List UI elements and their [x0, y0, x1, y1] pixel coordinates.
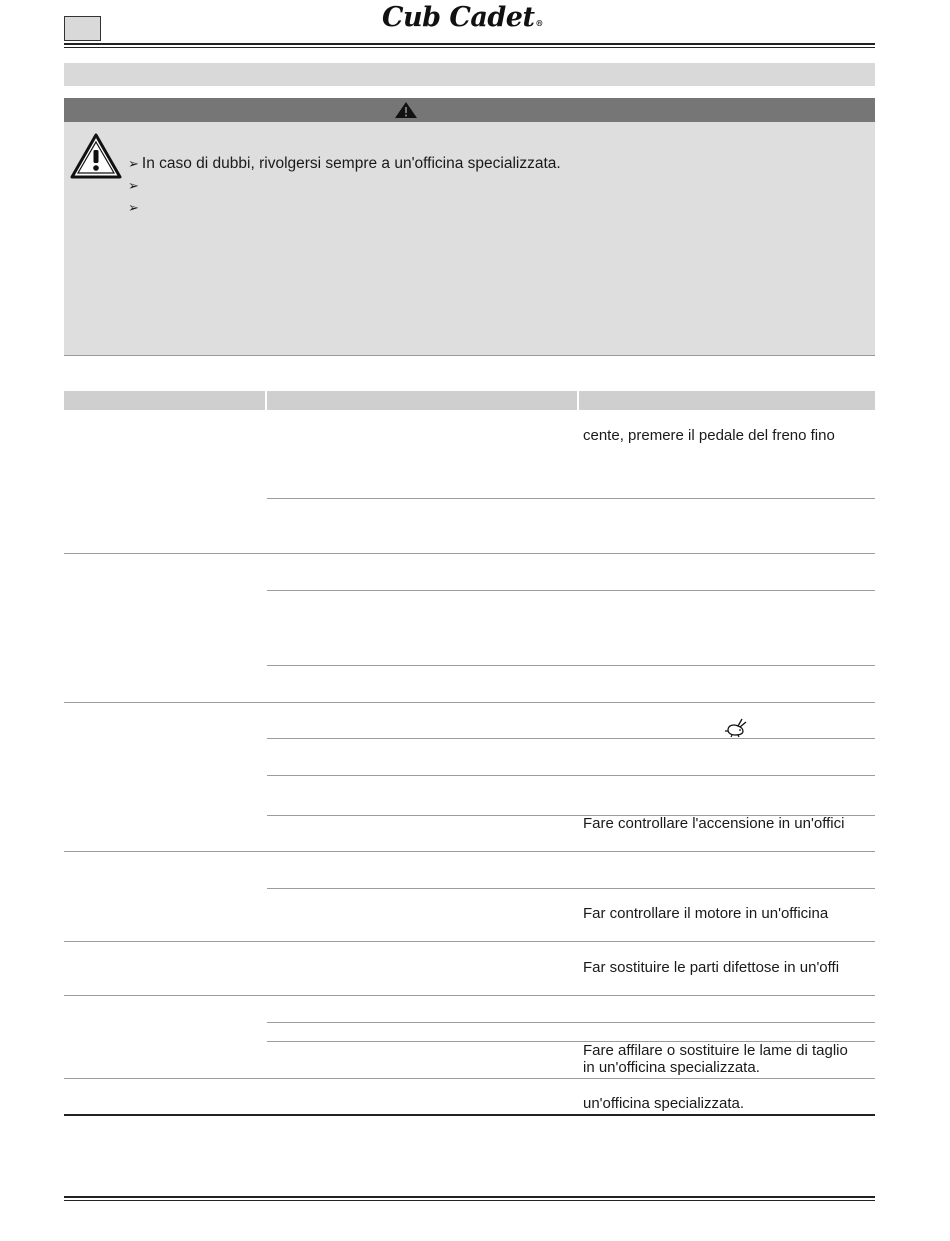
row-divider — [267, 665, 875, 666]
warning-item-text: In caso di dubbi, rivolgersi sempre a un'officina specializzata. — [141, 155, 561, 172]
footer-rule — [64, 1196, 875, 1198]
warning-small-icon — [394, 101, 418, 119]
row-divider — [267, 738, 875, 739]
warning-triangle-icon — [70, 132, 122, 180]
row-divider — [267, 1022, 875, 1023]
warning-list — [128, 153, 561, 219]
row-divider — [64, 941, 875, 942]
warning-item — [128, 153, 561, 175]
rabbit-fast-icon — [723, 716, 749, 738]
section-title-bar — [64, 63, 875, 86]
remedy-text: in un'officina specializzata. — [583, 1059, 760, 1076]
remedy-text: Far sostituire le parti difettose in un'offi — [583, 959, 840, 976]
warning-box — [64, 122, 875, 356]
column-separator — [577, 391, 579, 410]
row-divider — [267, 888, 875, 889]
remedy-text: Far controllare il motore in un'officina — [583, 905, 829, 922]
warning-item — [128, 175, 561, 197]
brand-name: Cub Cadet — [382, 2, 535, 33]
row-divider — [64, 995, 875, 996]
row-divider — [267, 590, 875, 591]
row-divider — [267, 775, 875, 776]
header-rule — [64, 43, 875, 45]
remedy-text: Fare controllare l'accensione in un'offici — [583, 815, 845, 832]
row-divider — [64, 1078, 875, 1079]
column-header-remedy — [579, 391, 875, 410]
bullet-arrow-icon: ➢ — [128, 156, 139, 171]
row-divider — [64, 851, 875, 852]
remedy-text: un'officina specializzata. — [583, 1095, 745, 1112]
column-header-fault — [64, 391, 265, 410]
row-divider — [267, 498, 875, 499]
remedy-text: Fare affilare o sostituire le lame di taglio — [583, 1042, 848, 1059]
row-divider — [64, 702, 875, 703]
bullet-arrow-icon: ➢ — [128, 178, 139, 193]
footer-rule-thin — [64, 1200, 875, 1201]
table-bottom-rule — [64, 1114, 875, 1116]
page-number-box — [64, 16, 101, 41]
remedy-text: cente, premere il pedale del freno fino — [583, 427, 835, 444]
column-separator — [265, 391, 267, 410]
row-divider — [64, 553, 875, 554]
warning-header — [64, 98, 875, 122]
warning-item — [128, 197, 561, 219]
brand-logo — [382, 2, 543, 33]
brand-registered-mark: ® — [535, 18, 543, 28]
header-rule-thin — [64, 47, 875, 48]
bullet-arrow-icon: ➢ — [128, 200, 139, 215]
column-header-cause — [267, 391, 577, 410]
table-header — [64, 391, 875, 410]
